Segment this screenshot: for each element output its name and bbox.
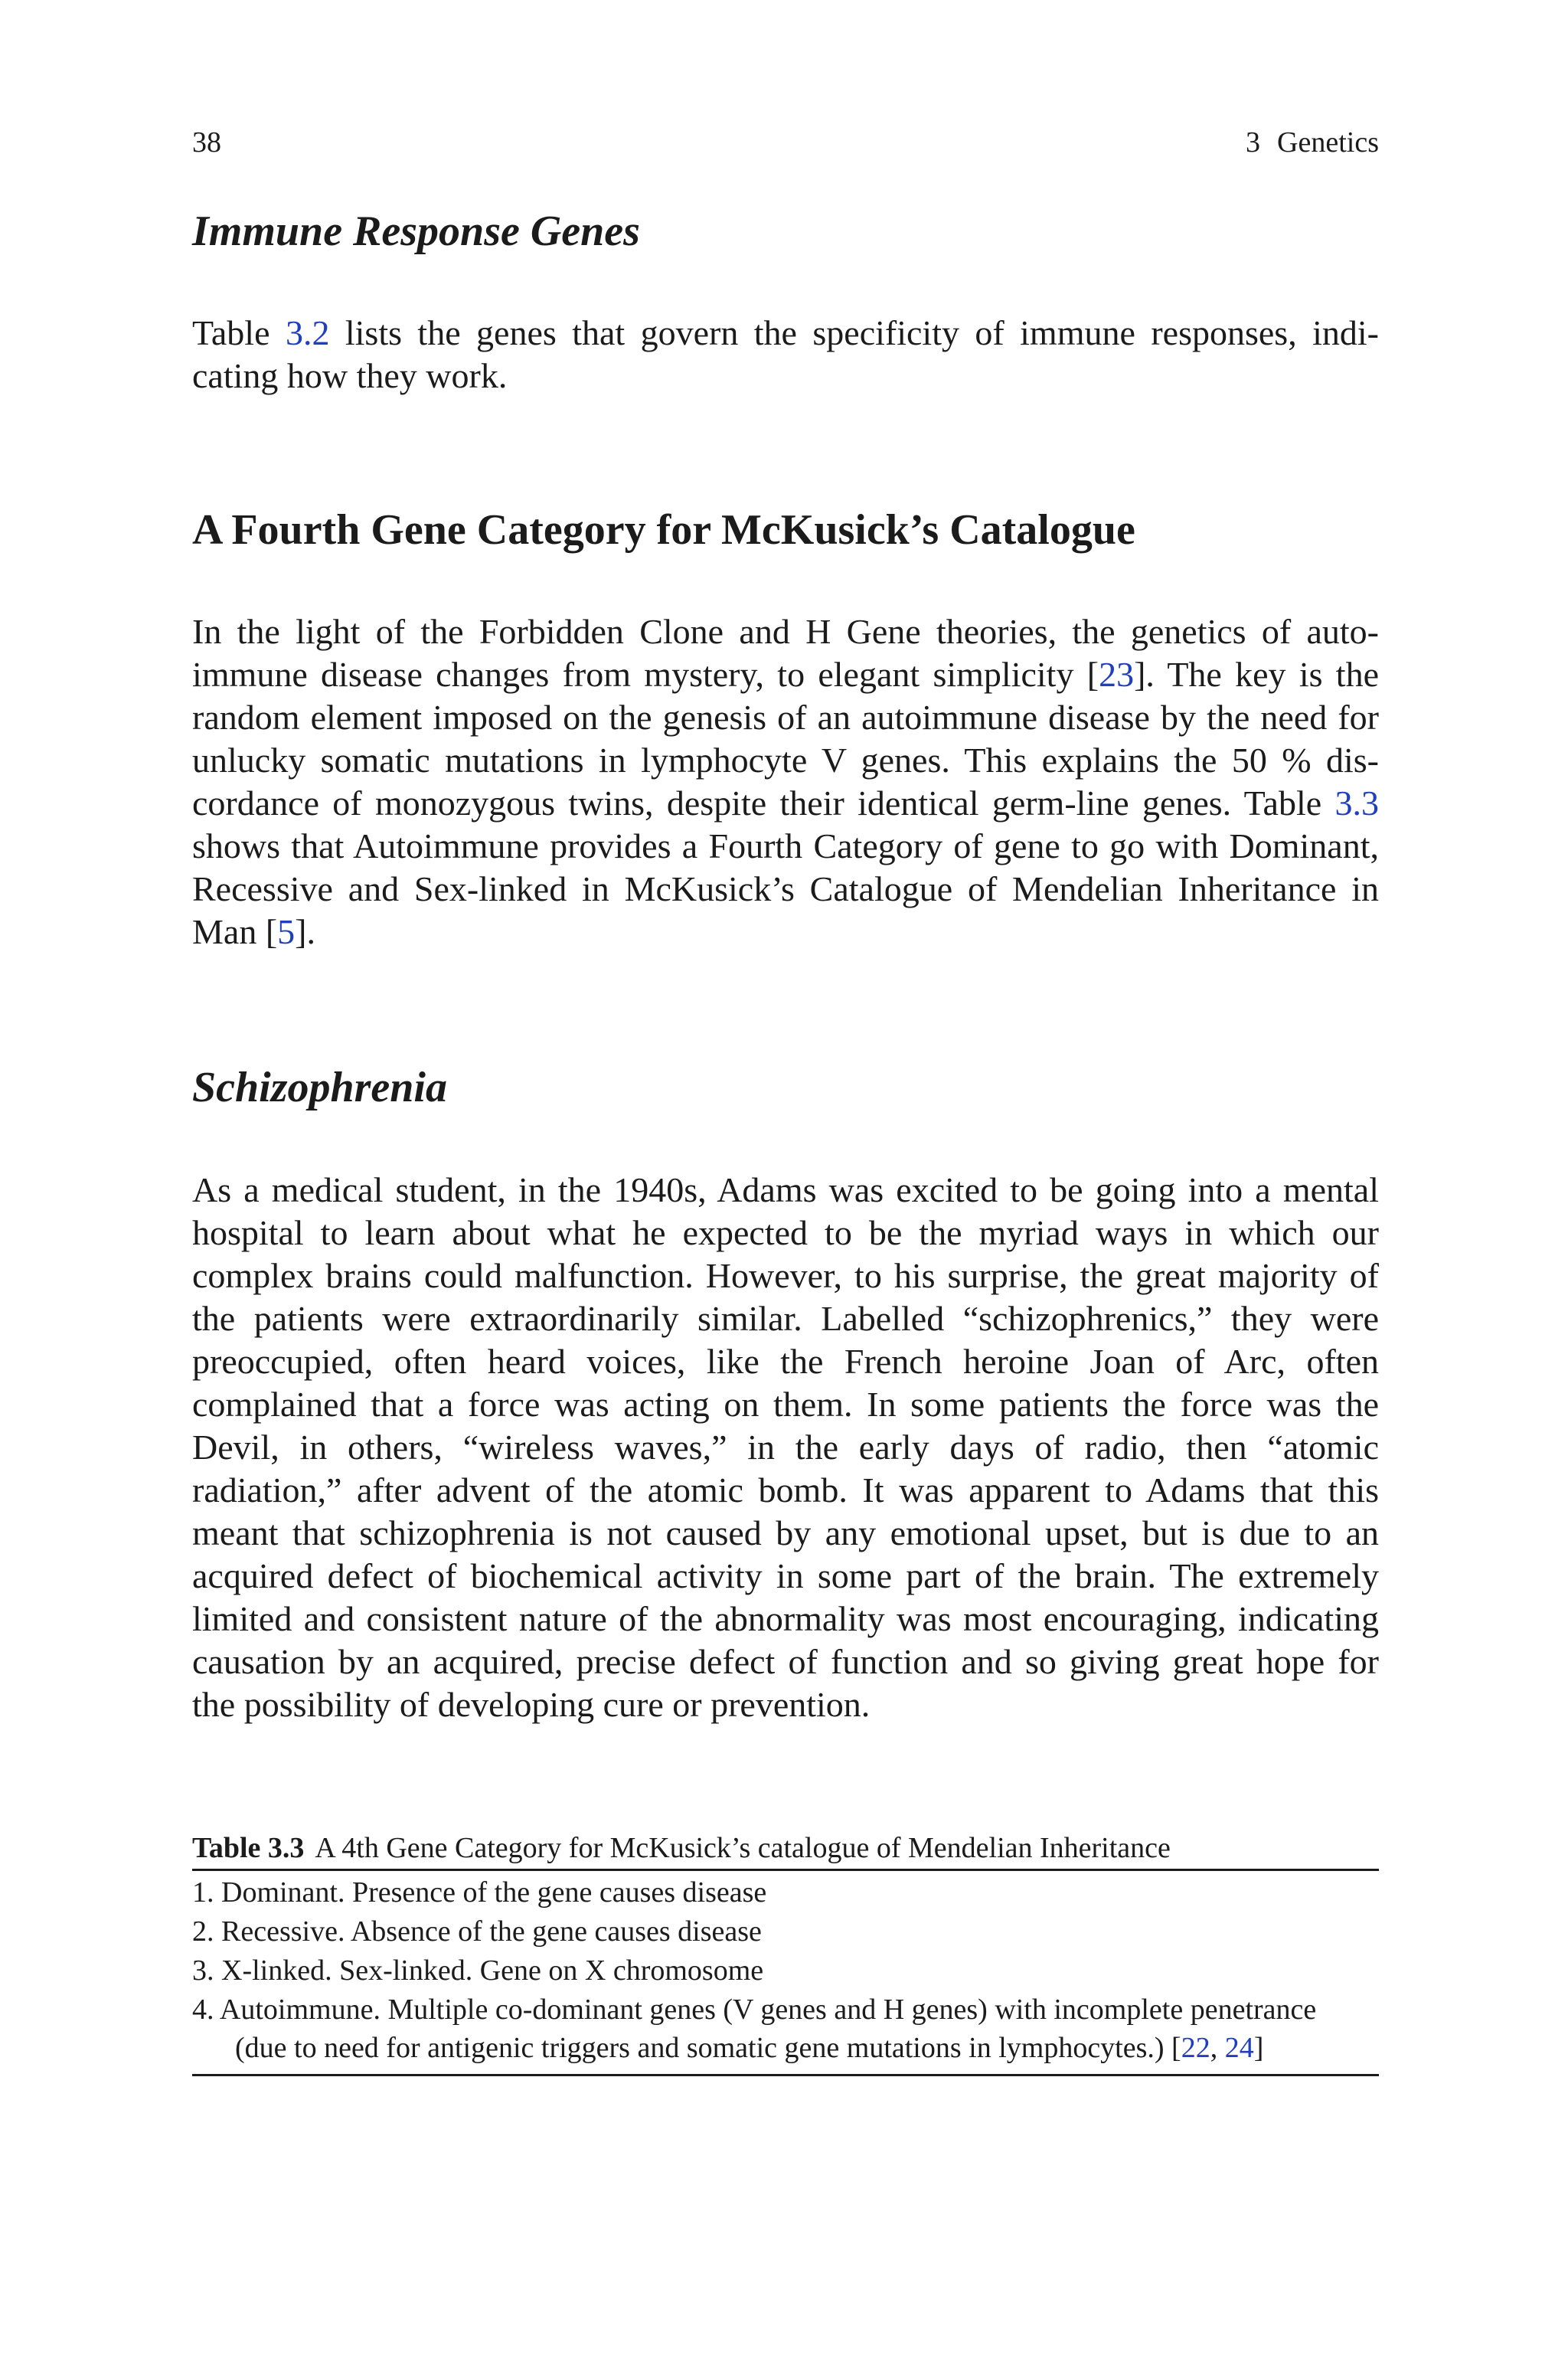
table-link[interactable]: 3.3 <box>1334 783 1379 823</box>
text-line <box>192 782 1379 825</box>
text-run: cordance of monozygous twins, despite their identical germ-line genes. Table <box>192 783 1335 823</box>
citation-link[interactable]: 24 <box>1224 2032 1254 2064</box>
text-run: , <box>1210 2032 1225 2064</box>
text-line: As a medical student, in the 1940s, Adams was excited to be going into a mental <box>192 1170 1379 1209</box>
heading-schizophrenia: Schizophrenia <box>192 1064 447 1111</box>
table-link[interactable]: 3.2 <box>285 313 330 352</box>
chapter-header <box>1246 121 1379 164</box>
text-line: the patients were extraordinarily similar. Labelled “schizophrenics,” they were <box>192 1299 1379 1338</box>
text-line: limited and consistent nature of the abnormality was most encouraging, indicating <box>192 1599 1379 1638</box>
paragraph-schizophrenia <box>192 1169 1379 1726</box>
text-line: shows that Autoimmune provides a Fourth Category of gene to go with Dominant, <box>192 826 1379 865</box>
text-line <box>192 312 1379 355</box>
text-line: Recessive and Sex-linked in McKusick’s Catalogue of Mendelian Inheritance in <box>192 869 1379 908</box>
text-run: immune disease changes from mystery, to elegant simplicity [ <box>192 655 1099 694</box>
heading-fourth-gene-category: A Fourth Gene Category for McKusick’s Catalogue <box>192 506 1135 554</box>
text-line: causation by an acquired, precise defect of function and so giving great hope for <box>192 1642 1379 1681</box>
table-label: Table 3.3 <box>192 1832 305 1864</box>
heading-immune-response-genes: Immune Response Genes <box>192 208 640 255</box>
text-line: the possibility of developing cure or prevention. <box>192 1685 871 1724</box>
text-line: hospital to learn about what he expected to be the myriad ways in which our <box>192 1213 1379 1252</box>
table-row-text: 4. Autoimmune. Multiple co-dominant genes (V genes and H genes) with incomplete penetrance <box>192 1994 1317 2026</box>
table-top-rule <box>192 1869 1379 1871</box>
text-run: (due to need for antigenic triggers and somatic gene mutations in lymphocytes.) [ <box>235 2032 1181 2064</box>
chapter-number: 3 <box>1246 126 1261 159</box>
citation-link[interactable]: 5 <box>277 912 296 951</box>
paragraph-immune-response <box>192 312 1379 397</box>
text-run: lists the genes that govern the specificity of immune responses, indi- <box>329 313 1379 352</box>
text-run: ]. The key is the <box>1134 655 1379 694</box>
text-line: unlucky somatic mutations in lymphocyte V genes. This explains the 50 % dis- <box>192 741 1379 780</box>
chapter-title: Genetics <box>1277 126 1379 159</box>
text-line: acquired defect of biochemical activity in some part of the brain. The extremely <box>192 1556 1379 1595</box>
text-line: radiation,” after advent of the atomic bomb. It was apparent to Adams that this <box>192 1470 1379 1510</box>
table-row: 3. X-linked. Sex-linked. Gene on X chromosome <box>192 1954 764 1987</box>
table-row <box>192 1990 1379 2067</box>
page-number: 38 <box>192 126 221 159</box>
text-line: cating how they work. <box>192 356 508 395</box>
text-line: preoccupied, often heard voices, like the French heroine Joan of Arc, often <box>192 1342 1379 1381</box>
text-line: random element imposed on the genesis of an autoimmune disease by the need for <box>192 698 1379 737</box>
table-row-continuation <box>192 2029 1379 2067</box>
text-run: ]. <box>295 912 315 951</box>
text-run: Table <box>192 313 286 352</box>
text-run: Man [ <box>192 912 278 951</box>
citation-link[interactable]: 22 <box>1181 2032 1210 2064</box>
table-caption <box>192 1828 1379 1868</box>
table-bottom-rule <box>192 2074 1379 2076</box>
text-line: complex brains could malfunction. However, to his surprise, the great majority of <box>192 1256 1379 1295</box>
text-line: complained that a force was acting on them. In some patients the force was the <box>192 1385 1379 1424</box>
text-line: Devil, in others, “wireless waves,” in the early days of radio, then “atomic <box>192 1428 1379 1467</box>
text-line: meant that schizophrenia is not caused by any emotional upset, but is due to an <box>192 1513 1379 1552</box>
table-row: 2. Recessive. Absence of the gene causes disease <box>192 1915 762 1948</box>
text-line <box>192 911 1379 953</box>
table-row: 1. Dominant. Presence of the gene causes disease <box>192 1876 767 1909</box>
text-run: ] <box>1253 2032 1264 2064</box>
citation-link[interactable]: 23 <box>1099 655 1135 694</box>
paragraph-fourth-gene-category <box>192 610 1379 953</box>
text-line: In the light of the Forbidden Clone and H Gene theories, the genetics of auto- <box>192 612 1379 651</box>
table-caption-text: A 4th Gene Category for McKusick’s catalogue of Mendelian Inheritance <box>315 1832 1171 1864</box>
text-line <box>192 653 1379 696</box>
